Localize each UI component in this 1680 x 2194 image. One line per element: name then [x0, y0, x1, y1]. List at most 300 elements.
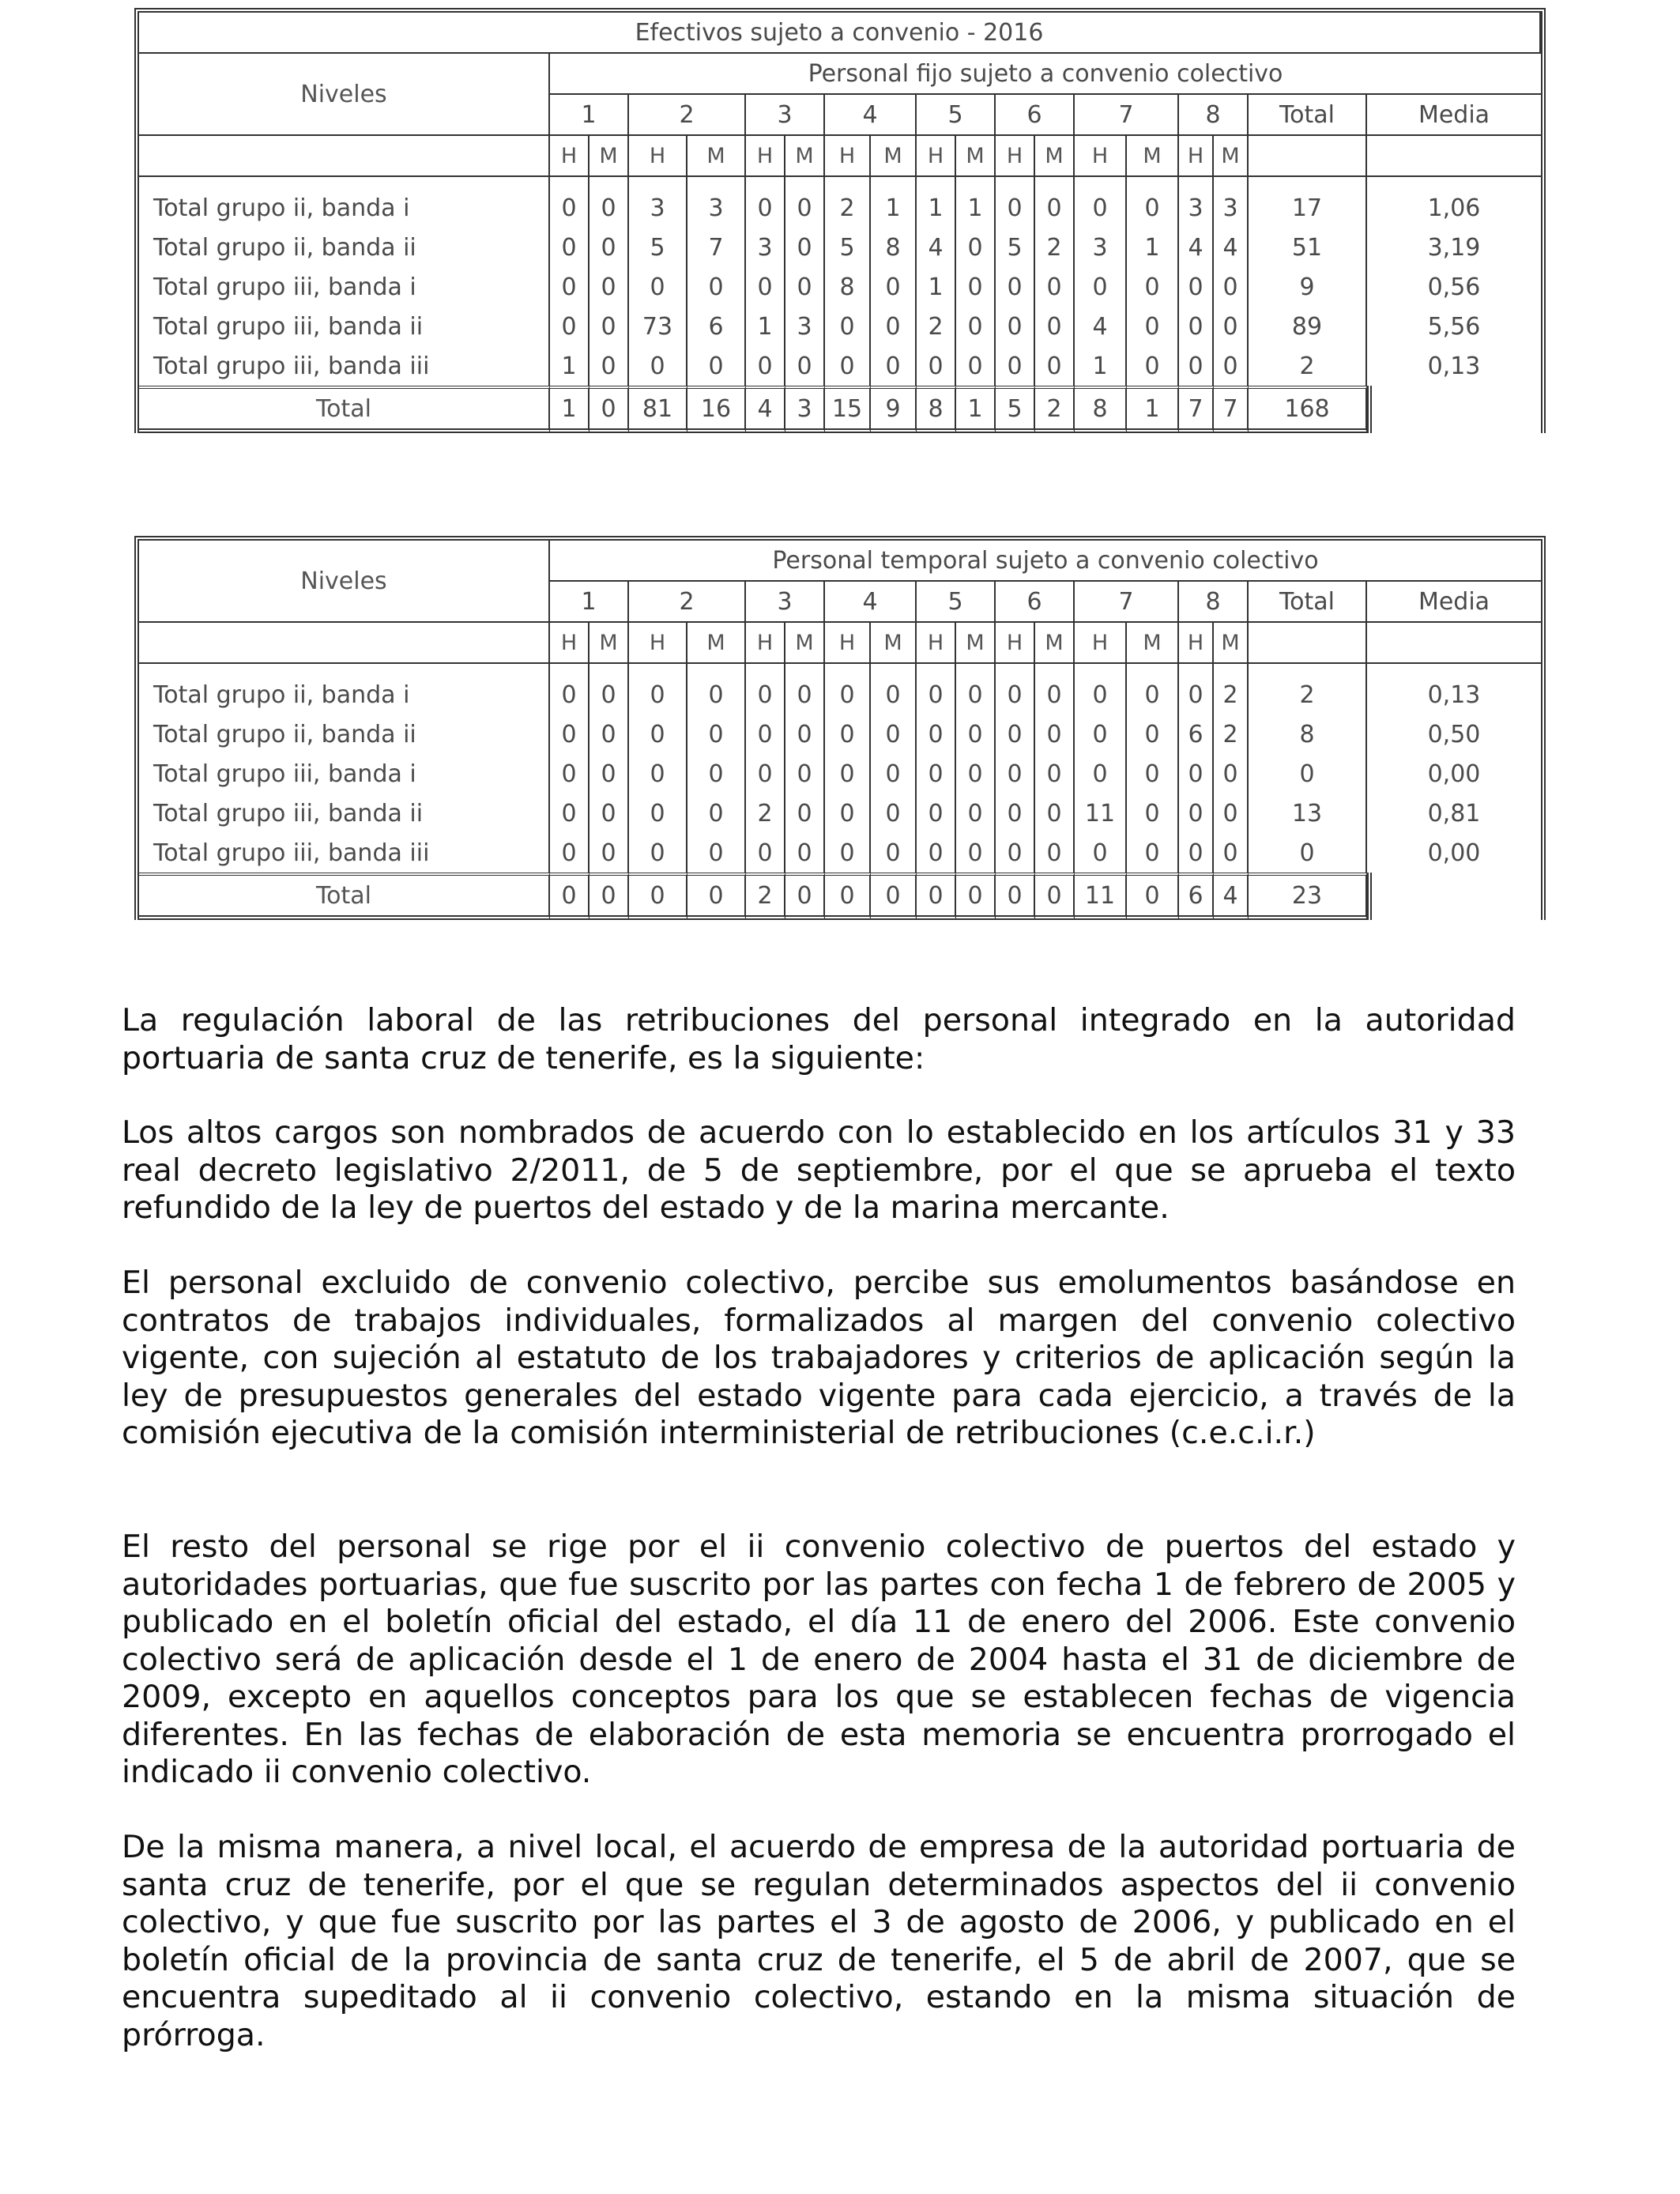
hm-header: H: [550, 623, 590, 664]
row-value: 0: [996, 177, 1035, 228]
row-value: 0: [825, 833, 871, 873]
row-value: 0: [996, 307, 1035, 346]
total-row-value: 15: [825, 386, 871, 433]
row-label: Total grupo ii, banda ii: [139, 714, 550, 754]
row-value: 0: [956, 228, 996, 267]
table-row: [139, 346, 1541, 386]
row-value: 0: [871, 307, 917, 346]
table-row: [139, 267, 1541, 307]
row-value: 7: [687, 228, 746, 267]
row-value: 0: [1075, 754, 1127, 794]
hm-header: M: [1035, 136, 1075, 177]
row-value: 0: [1179, 346, 1214, 386]
level-header: 3: [746, 582, 825, 623]
hm-header: M: [590, 136, 629, 177]
category-header: Personal temporal sujeto a convenio colectivo: [550, 541, 1541, 582]
total-row-value: 0: [687, 873, 746, 920]
row-value: 0: [1035, 714, 1075, 754]
row-value: 0: [590, 267, 629, 307]
row-total: 13: [1249, 794, 1367, 833]
row-value: 0: [746, 267, 785, 307]
row-value: 0: [1127, 307, 1179, 346]
row-value: 0: [825, 754, 871, 794]
hm-header: H: [1075, 136, 1127, 177]
hm-header: H: [996, 136, 1035, 177]
row-value: 0: [629, 794, 687, 833]
total-row-value: 4: [1214, 873, 1249, 920]
total-row-value: 7: [1179, 386, 1214, 433]
row-value: 0: [785, 228, 825, 267]
level-header: 6: [996, 95, 1075, 136]
row-total: 9: [1249, 267, 1367, 307]
row-value: 0: [1075, 177, 1127, 228]
row-value: 0: [785, 664, 825, 714]
table-row: [139, 177, 1541, 228]
row-label: Total grupo ii, banda i: [139, 664, 550, 714]
niveles-header: Niveles: [139, 541, 550, 623]
row-value: 0: [590, 307, 629, 346]
row-value: 0: [629, 833, 687, 873]
total-row-value: 0: [871, 873, 917, 920]
row-value: 4: [1214, 228, 1249, 267]
level-header: 5: [917, 95, 996, 136]
total-row-value: 0: [1127, 873, 1179, 920]
row-value: 0: [746, 664, 785, 714]
hm-header: H: [629, 623, 687, 664]
row-value: 0: [687, 346, 746, 386]
row-value: 0: [825, 664, 871, 714]
hm-header: M: [687, 623, 746, 664]
niveles-header: Niveles: [139, 54, 550, 136]
row-value: 6: [687, 307, 746, 346]
temporary-staff-table: [134, 536, 1546, 920]
level-header: 4: [825, 582, 917, 623]
row-value: 0: [871, 714, 917, 754]
hm-header: H: [996, 623, 1035, 664]
row-value: 0: [629, 714, 687, 754]
row-media: 0,00: [1427, 839, 1481, 867]
hm-header: H: [1179, 623, 1214, 664]
total-row-value: 1: [1127, 386, 1179, 433]
row-value: 0: [746, 714, 785, 754]
total-row-total: 168: [1249, 386, 1367, 433]
row-value: 0: [1035, 664, 1075, 714]
row-value: 0: [956, 267, 996, 307]
row-value: 0: [1075, 714, 1127, 754]
row-value: 0: [1179, 754, 1214, 794]
row-value: 0: [917, 754, 956, 794]
media-header: Media: [1367, 582, 1541, 623]
total-header: Total: [1249, 582, 1367, 623]
row-value: 0: [1127, 714, 1179, 754]
row-value: 0: [871, 754, 917, 794]
row-value: 1: [746, 307, 785, 346]
row-media: 0,00: [1427, 760, 1481, 788]
row-value: 0: [1179, 664, 1214, 714]
row-value: 0: [1127, 177, 1179, 228]
hm-header: H: [1075, 623, 1127, 664]
total-row-value: 11: [1075, 873, 1127, 920]
hm-header: H: [917, 623, 956, 664]
row-label: Total grupo iii, banda ii: [139, 307, 550, 346]
hm-header: H: [1179, 136, 1214, 177]
row-value: 0: [1035, 267, 1075, 307]
total-row-value: 6: [1179, 873, 1214, 920]
row-value: 0: [590, 177, 629, 228]
row-value: 3: [785, 307, 825, 346]
row-value: 5: [629, 228, 687, 267]
row-value: 1: [1127, 228, 1179, 267]
row-total: 0: [1249, 833, 1367, 873]
row-value: 0: [1035, 177, 1075, 228]
row-value: 0: [956, 754, 996, 794]
hm-header: M: [785, 136, 825, 177]
row-value: 0: [956, 664, 996, 714]
level-header: 1: [550, 582, 629, 623]
row-value: 0: [917, 664, 956, 714]
row-value: 0: [1035, 346, 1075, 386]
row-value: 0: [1214, 833, 1249, 873]
paragraph-1: La regulación laboral de las retribuciones del personal integrado en la autoridad portuaria de santa cruz de tenerife, es la siguiente:: [122, 1002, 1516, 1076]
total-row-label: Total: [139, 386, 550, 433]
row-value: 0: [871, 664, 917, 714]
row-value: 0: [550, 714, 590, 754]
row-value: 0: [746, 754, 785, 794]
row-value: 0: [590, 754, 629, 794]
level-header: 8: [1179, 95, 1249, 136]
row-value: 1: [1075, 346, 1127, 386]
row-total: 2: [1249, 664, 1367, 714]
row-value: 3: [746, 228, 785, 267]
total-row-value: 0: [590, 873, 629, 920]
hm-header: M: [871, 623, 917, 664]
media-header: Media: [1367, 95, 1541, 136]
total-row-value: 2: [746, 873, 785, 920]
hm-header: H: [825, 623, 871, 664]
row-value: 5: [825, 228, 871, 267]
row-value: 0: [550, 177, 590, 228]
total-header: Total: [1249, 95, 1367, 136]
row-media: 0,50: [1427, 720, 1481, 748]
paragraph-4: El resto del personal se rige por el ii convenio colectivo de puertos del estado y autoridades portuarias, que fue suscrito por las partes con fecha 1 de febrero de 2005 y publicado en el boletín oficial del estado, el día 11 de enero del 2006. Este convenio colectivo será de aplicación desde el 1 de enero de 2004 hasta el 31 de diciembre de 2009, excepto en aquellos conceptos para los que se establecen fechas de vigencia diferentes. En las fechas de elaboración de esta memoria se encuentra prorrogado el indicado ii convenio colectivo.: [122, 1529, 1516, 1790]
row-value: 1: [871, 177, 917, 228]
row-value: 0: [825, 714, 871, 754]
total-row-label: Total: [139, 873, 550, 920]
row-media: 0,56: [1427, 273, 1481, 301]
table-row: [139, 307, 1541, 346]
row-value: 0: [629, 664, 687, 714]
row-value: 0: [629, 754, 687, 794]
hm-header: H: [825, 136, 871, 177]
total-row-value: 8: [917, 386, 956, 433]
table-frame: [134, 8, 1546, 433]
row-value: 0: [785, 714, 825, 754]
fixed-staff-table: [134, 8, 1546, 433]
row-value: 0: [785, 754, 825, 794]
row-media: 0,13: [1427, 680, 1481, 709]
total-row-value: 0: [590, 386, 629, 433]
table-row: [139, 714, 1541, 754]
table-row: [139, 664, 1541, 714]
total-row-value: 0: [996, 873, 1035, 920]
total-row-value: 4: [746, 386, 785, 433]
level-header: 6: [996, 582, 1075, 623]
row-media: 3,19: [1427, 233, 1481, 262]
row-label: Total grupo ii, banda ii: [139, 228, 550, 267]
level-header: 8: [1179, 582, 1249, 623]
hm-header: M: [1127, 623, 1179, 664]
level-header: 4: [825, 95, 917, 136]
row-value: 0: [1214, 794, 1249, 833]
row-value: 0: [785, 177, 825, 228]
total-row-value: 3: [785, 386, 825, 433]
row-value: 2: [746, 794, 785, 833]
table-frame: [134, 536, 1546, 920]
row-value: 0: [1127, 794, 1179, 833]
category-header: Personal fijo sujeto a convenio colectivo: [550, 54, 1541, 95]
total-row-value: 81: [629, 386, 687, 433]
row-value: 0: [825, 794, 871, 833]
row-value: 0: [550, 833, 590, 873]
row-value: 0: [687, 664, 746, 714]
total-row-value: 8: [1075, 386, 1127, 433]
paragraph-5: De la misma manera, a nivel local, el acuerdo de empresa de la autoridad portuaria de santa cruz de tenerife, por el que se regulan determinados aspectos del ii convenio colectivo, y que fue suscrito por las partes el 3 de agosto de 2006, y publicado en el boletín oficial de la provincia de santa cruz de tenerife, el 5 de abril de 2007, que se encuentra supeditado al ii convenio colectivo, estando en la misma situación de prórroga.: [122, 1829, 1516, 2053]
row-value: 0: [1127, 346, 1179, 386]
row-value: 2: [1214, 714, 1249, 754]
row-value: 0: [871, 346, 917, 386]
row-value: 0: [1035, 794, 1075, 833]
paragraph-3: El personal excluido de convenio colectivo, percibe sus emolumentos basándose en contratos de trabajos individuales, formalizados al margen del convenio colectivo vigente, con sujeción al estatuto de los trabajadores y criterios de aplicación según la ley de presupuestos generales del estado vigente para cada ejercicio, a través de la comisión ejecutiva de la comisión interministerial de retribuciones (c.e.c.i.r.): [122, 1265, 1516, 1451]
hm-header: M: [785, 623, 825, 664]
row-value: 73: [629, 307, 687, 346]
row-value: 2: [1214, 664, 1249, 714]
row-value: 0: [590, 664, 629, 714]
row-value: 0: [785, 346, 825, 386]
row-value: 1: [956, 177, 996, 228]
hm-header: M: [956, 623, 996, 664]
row-value: 0: [1075, 267, 1127, 307]
row-value: 0: [917, 794, 956, 833]
row-value: 0: [1214, 267, 1249, 307]
row-value: 0: [825, 307, 871, 346]
row-total: 0: [1249, 754, 1367, 794]
table-title: Efectivos sujeto a convenio - 2016: [139, 13, 1541, 54]
row-value: 4: [917, 228, 956, 267]
hm-header: H: [746, 623, 785, 664]
row-value: 0: [1075, 664, 1127, 714]
row-value: 0: [1214, 346, 1249, 386]
level-header: 2: [629, 582, 746, 623]
row-media: 5,56: [1427, 312, 1481, 341]
row-media: 0,81: [1427, 799, 1481, 827]
row-value: 0: [550, 754, 590, 794]
row-value: 0: [1179, 794, 1214, 833]
total-row-value: 0: [1035, 873, 1075, 920]
total-row-value: 1: [956, 386, 996, 433]
row-label: Total grupo iii, banda iii: [139, 346, 550, 386]
total-row-value: 9: [871, 386, 917, 433]
row-value: 0: [871, 833, 917, 873]
row-value: 0: [1179, 833, 1214, 873]
row-value: 0: [956, 346, 996, 386]
row-total: 17: [1249, 177, 1367, 228]
total-row-value: 5: [996, 386, 1035, 433]
row-total: 2: [1249, 346, 1367, 386]
row-total: 8: [1249, 714, 1367, 754]
row-value: 0: [996, 664, 1035, 714]
row-value: 0: [629, 267, 687, 307]
row-value: 0: [1127, 664, 1179, 714]
table-row: [139, 794, 1541, 833]
row-value: 0: [550, 228, 590, 267]
row-value: 0: [590, 833, 629, 873]
row-value: 0: [1179, 267, 1214, 307]
total-row-value: 0: [629, 873, 687, 920]
row-value: 0: [590, 794, 629, 833]
row-value: 0: [1035, 754, 1075, 794]
row-value: 0: [1035, 307, 1075, 346]
row-label: Total grupo ii, banda i: [139, 177, 550, 228]
row-value: 3: [1179, 177, 1214, 228]
total-row-value: 0: [550, 873, 590, 920]
row-value: 0: [825, 346, 871, 386]
row-label: Total grupo iii, banda iii: [139, 833, 550, 873]
row-value: 0: [590, 714, 629, 754]
row-value: 0: [1214, 307, 1249, 346]
row-value: 0: [996, 346, 1035, 386]
row-total: 89: [1249, 307, 1367, 346]
hm-header: M: [956, 136, 996, 177]
hm-header: M: [1214, 623, 1249, 664]
row-value: 2: [917, 307, 956, 346]
row-value: 0: [956, 794, 996, 833]
row-value: 1: [550, 346, 590, 386]
row-value: 0: [785, 267, 825, 307]
total-row: [139, 386, 1541, 433]
hm-header: H: [917, 136, 956, 177]
total-row-value: 16: [687, 386, 746, 433]
row-value: 1: [917, 267, 956, 307]
row-total: 51: [1249, 228, 1367, 267]
row-value: 0: [687, 267, 746, 307]
row-value: 0: [550, 307, 590, 346]
hm-header: M: [687, 136, 746, 177]
row-value: 0: [1127, 267, 1179, 307]
hm-header: M: [1127, 136, 1179, 177]
row-value: 0: [785, 833, 825, 873]
row-value: 0: [996, 754, 1035, 794]
total-row-value: 0: [825, 873, 871, 920]
row-value: 0: [996, 833, 1035, 873]
row-value: 3: [629, 177, 687, 228]
row-value: 0: [590, 346, 629, 386]
row-value: 2: [1035, 228, 1075, 267]
hm-header: M: [1035, 623, 1075, 664]
row-value: 0: [871, 267, 917, 307]
row-media: 0,13: [1427, 352, 1481, 380]
row-value: 3: [1075, 228, 1127, 267]
row-value: 1: [917, 177, 956, 228]
level-header: 5: [917, 582, 996, 623]
row-value: 0: [1214, 754, 1249, 794]
hm-header: H: [746, 136, 785, 177]
row-value: 0: [550, 664, 590, 714]
row-value: 0: [1127, 754, 1179, 794]
row-value: 0: [629, 346, 687, 386]
total-row-value: 7: [1214, 386, 1249, 433]
level-header: 2: [629, 95, 746, 136]
row-value: 0: [917, 833, 956, 873]
total-row-value: 2: [1035, 386, 1075, 433]
row-value: 2: [825, 177, 871, 228]
row-value: 0: [1179, 307, 1214, 346]
total-row: [139, 873, 1541, 920]
row-value: 0: [956, 833, 996, 873]
row-value: 0: [687, 794, 746, 833]
row-value: 0: [917, 346, 956, 386]
row-value: 0: [687, 833, 746, 873]
hm-header: M: [1214, 136, 1249, 177]
level-header: 7: [1075, 95, 1179, 136]
row-value: 0: [590, 228, 629, 267]
row-value: 0: [956, 307, 996, 346]
row-value: 0: [550, 794, 590, 833]
row-label: Total grupo iii, banda ii: [139, 794, 550, 833]
row-label: Total grupo iii, banda i: [139, 267, 550, 307]
row-value: 3: [1214, 177, 1249, 228]
table-row: [139, 754, 1541, 794]
table-row: [139, 833, 1541, 873]
row-value: 0: [996, 714, 1035, 754]
row-value: 0: [956, 714, 996, 754]
row-value: 0: [996, 267, 1035, 307]
total-row-total: 23: [1249, 873, 1367, 920]
level-header: 3: [746, 95, 825, 136]
row-value: 3: [687, 177, 746, 228]
row-value: 8: [825, 267, 871, 307]
table-row: [139, 228, 1541, 267]
row-value: 0: [746, 177, 785, 228]
total-row-value: 0: [917, 873, 956, 920]
row-value: 6: [1179, 714, 1214, 754]
row-value: 0: [746, 346, 785, 386]
row-value: 0: [687, 754, 746, 794]
hm-header: H: [550, 136, 590, 177]
row-value: 0: [687, 714, 746, 754]
level-header: 7: [1075, 582, 1179, 623]
row-label: Total grupo iii, banda i: [139, 754, 550, 794]
row-value: 4: [1075, 307, 1127, 346]
row-value: 0: [550, 267, 590, 307]
row-value: 0: [746, 833, 785, 873]
row-value: 0: [1035, 833, 1075, 873]
row-value: 0: [1127, 833, 1179, 873]
total-row-value: 0: [785, 873, 825, 920]
row-value: 0: [917, 714, 956, 754]
hm-header: M: [871, 136, 917, 177]
row-value: 0: [785, 794, 825, 833]
level-header: 1: [550, 95, 629, 136]
total-row-value: 1: [550, 386, 590, 433]
total-row-value: 0: [956, 873, 996, 920]
row-media: 1,06: [1427, 194, 1481, 222]
row-value: 0: [871, 794, 917, 833]
row-value: 4: [1179, 228, 1214, 267]
paragraph-2: Los altos cargos son nombrados de acuerdo con lo establecido en los artículos 31 y 33 real decreto legislativo 2/2011, de 5 de septiembre, por el que se aprueba el texto refundido de la ley de puertos del estado y de la marina mercante.: [122, 1114, 1516, 1226]
row-value: 11: [1075, 794, 1127, 833]
hm-header: H: [629, 136, 687, 177]
row-value: 5: [996, 228, 1035, 267]
